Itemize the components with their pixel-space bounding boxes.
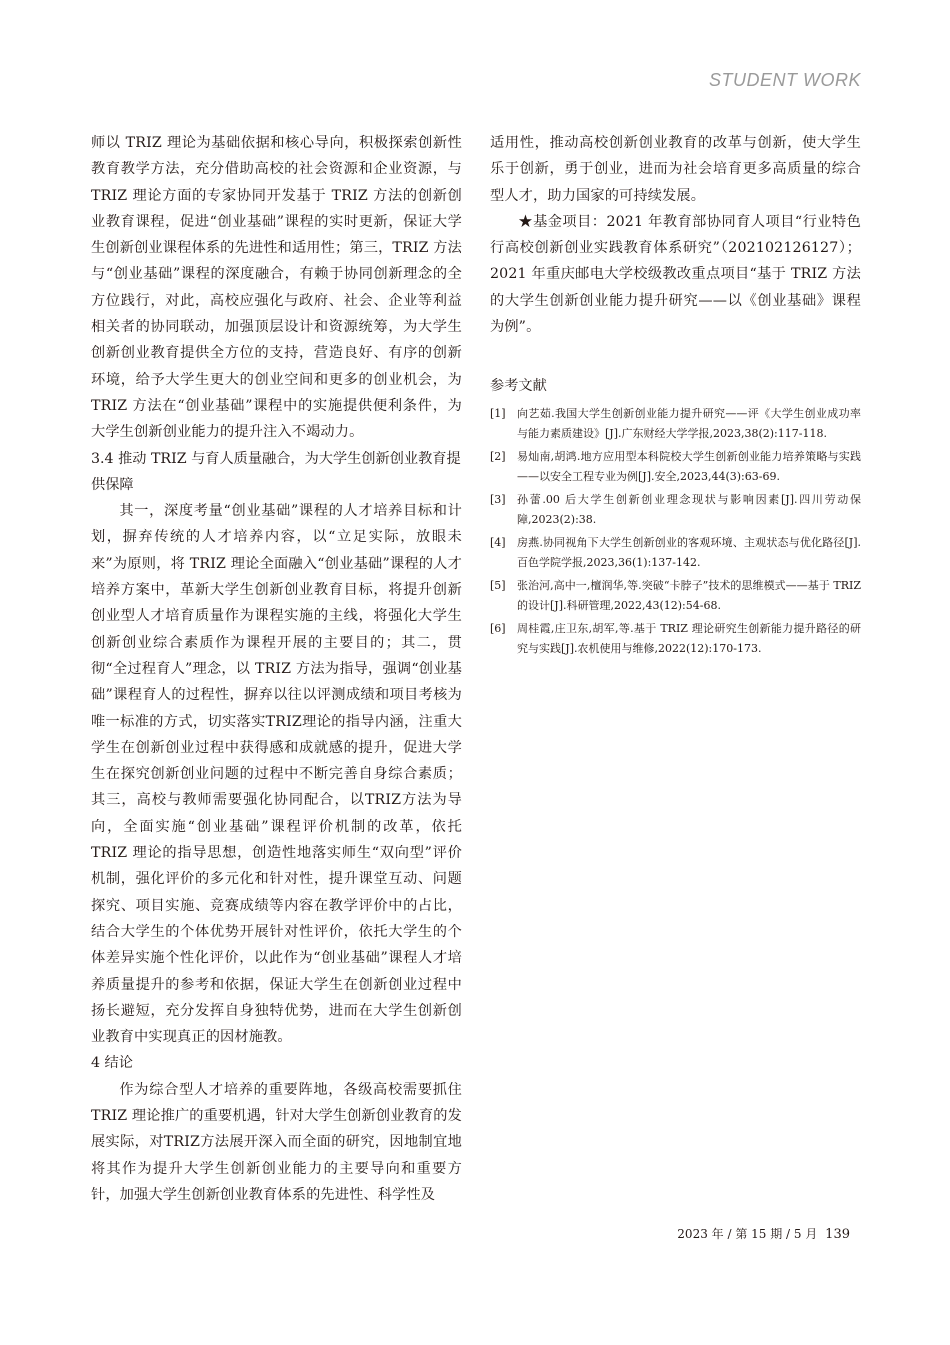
section-heading-4: 4 结论	[91, 1055, 133, 1072]
reference-item	[490, 490, 861, 529]
reference-text: 向艺茹.我国大学生创新创业能力提升研究——评《大学生创业成功率与能力素质建设》[J].广东财经大学学报,2023,38(2):117-118.	[517, 407, 861, 440]
reference-text: 易灿南,胡鸿.地方应用型本科院校大学生创新创业能力培养策略与实践——以安全工程专业为例[J].安全,2023,44(3):63-69.	[517, 450, 861, 483]
issue-info: 2023 年 / 第 15 期 / 5 月	[677, 1227, 818, 1241]
reference-item	[490, 404, 861, 443]
reference-text: 张治河,高中一,檀润华,等.突破“卡脖子”技术的思维模式——基于 TRIZ 的设计[J].科研管理,2022,43(12):54-68.	[517, 579, 861, 612]
reference-number: [2]	[490, 450, 506, 464]
body-paragraph: 作为综合型人才培养的重要阵地，各级高校需要抓住 TRIZ 理论推广的重要机遇，针对大学生创新创业教育的发展实际，对TRIZ方法展开深入而全面的研究，因地制宜地将其作为提升大学生创新创业能力的主要导向和重要方针，加强大学生创新创业教育体系的先进性、科学性及	[91, 1081, 462, 1203]
reference-number: [6]	[490, 622, 506, 636]
reference-number: [3]	[490, 493, 506, 507]
reference-item	[490, 619, 861, 658]
right-column	[490, 130, 861, 662]
journal-section-header: STUDENT WORK	[709, 70, 861, 90]
reference-text: 房燕.协同视角下大学生创新创业的客观环境、主观状态与优化路径[J].百色学院学报,2023,36(1):137-142.	[517, 536, 861, 569]
reference-text: 孙蕾.00 后大学生创新创业理念现状与影响因素[J].四川劳动保障,2023(2):38.	[517, 493, 861, 526]
reference-item	[490, 533, 861, 572]
reference-number: [1]	[490, 407, 506, 421]
reference-text: 周桂霞,庄卫东,胡军,等.基于 TRIZ 理论研究生创新能力提升路径的研究与实践[J].农机使用与维修,2022(12):170-173.	[517, 622, 861, 655]
reference-number: [4]	[490, 536, 506, 550]
reference-list	[490, 404, 861, 658]
page-footer	[677, 1225, 850, 1242]
references-title: 参考文献	[490, 378, 547, 395]
body-paragraph: 师以 TRIZ 理论为基础依据和核心导向，积极探索创新性教育教学方法，充分借助高校的社会资源和企业资源，与 TRIZ 理论方面的专家协同开发基于 TRIZ 方法的创新创业教育课程，促进“创业基础”课程的实时更新，保证大学生创新创业课程体系的先进性和适用性；第三，TRIZ 方法与“创业基础”课程的深度融合，有赖于协同创新理念的全方位践行，对此，高校应强化与政府、社会、企业等利益相关者的协同联动，加强顶层设计和资源统筹，为大学生创新创业教育提供全方位的支持，营造良好、有序的创新环境，给予大学生更大的创业空间和更多的创业机会，为 TRIZ 方法在“创业基础”课程中的实施提供便利条件，为大学生创新创业能力的提升注入不竭动力。	[91, 135, 462, 441]
section-heading-3-4: 3.4 推动 TRIZ 与育人质量融合，为大学生创新创业教育提供保障	[91, 450, 461, 493]
left-column	[91, 130, 462, 1208]
page-number: 139	[825, 1227, 850, 1242]
body-paragraph: 其一，深度考量“创业基础”课程的人才培养目标和计划，摒弃传统的人才培养内容，以“立足实际，放眼未来”为原则，将 TRIZ 理论全面融入“创业基础”课程的人才培养方案中，革新大学生创新创业教育目标，将提升创新创业型人才培育质量作为课程实施的主线，将强化大学生创新创业综合素质作为课程开展的主要目的；其二，贯彻“全过程育人”理念，以 TRIZ 方法为指导，强调“创业基础”课程育人的过程性，摒弃以往以评测成绩和项目考核为唯一标准的方式，切实落实TRIZ理论的指导内涵，注重大学生在创新创业过程中获得感和成就感的提升，促进大学生在探究创新创业问题的过程中不断完善自身综合素质；其三，高校与教师需要强化协同配合，以TRIZ方法为导向，全面实施“创业基础”课程评价机制的改革，依托 TRIZ 理论的指导思想，创造性地落实师生“双向型”评价机制，强化评价的多元化和针对性，提升课堂互动、问题探究、项目实施、竞赛成绩等内容在教学评价中的占比，结合大学生的个体优势开展针对性评价，依托大学生的个体差异实施个性化评价，以此作为“创业基础”课程人才培养质量提升的参考和依据，保证大学生在创新创业过程中扬长避短，充分发挥自身独特优势，进而在大学生创新创业教育中实现真正的因材施教。	[91, 503, 462, 1046]
body-paragraph: 适用性，推动高校创新创业教育的改革与创新，使大学生乐于创新，勇于创业，进而为社会培育更多高质量的综合型人才，助力国家的可持续发展。	[490, 135, 861, 204]
reference-item	[490, 447, 861, 486]
reference-number: [5]	[490, 579, 506, 593]
funding-note: ★基金项目：2021 年教育部协同育人项目“行业特色行高校创新创业实践教育体系研究”（202102126127）；2021 年重庆邮电大学校级教改重点项目“基于 TRIZ 方法的大学生创新创业能力提升研究——以《创业基础》课程为例”。	[490, 213, 861, 336]
reference-item	[490, 576, 861, 615]
